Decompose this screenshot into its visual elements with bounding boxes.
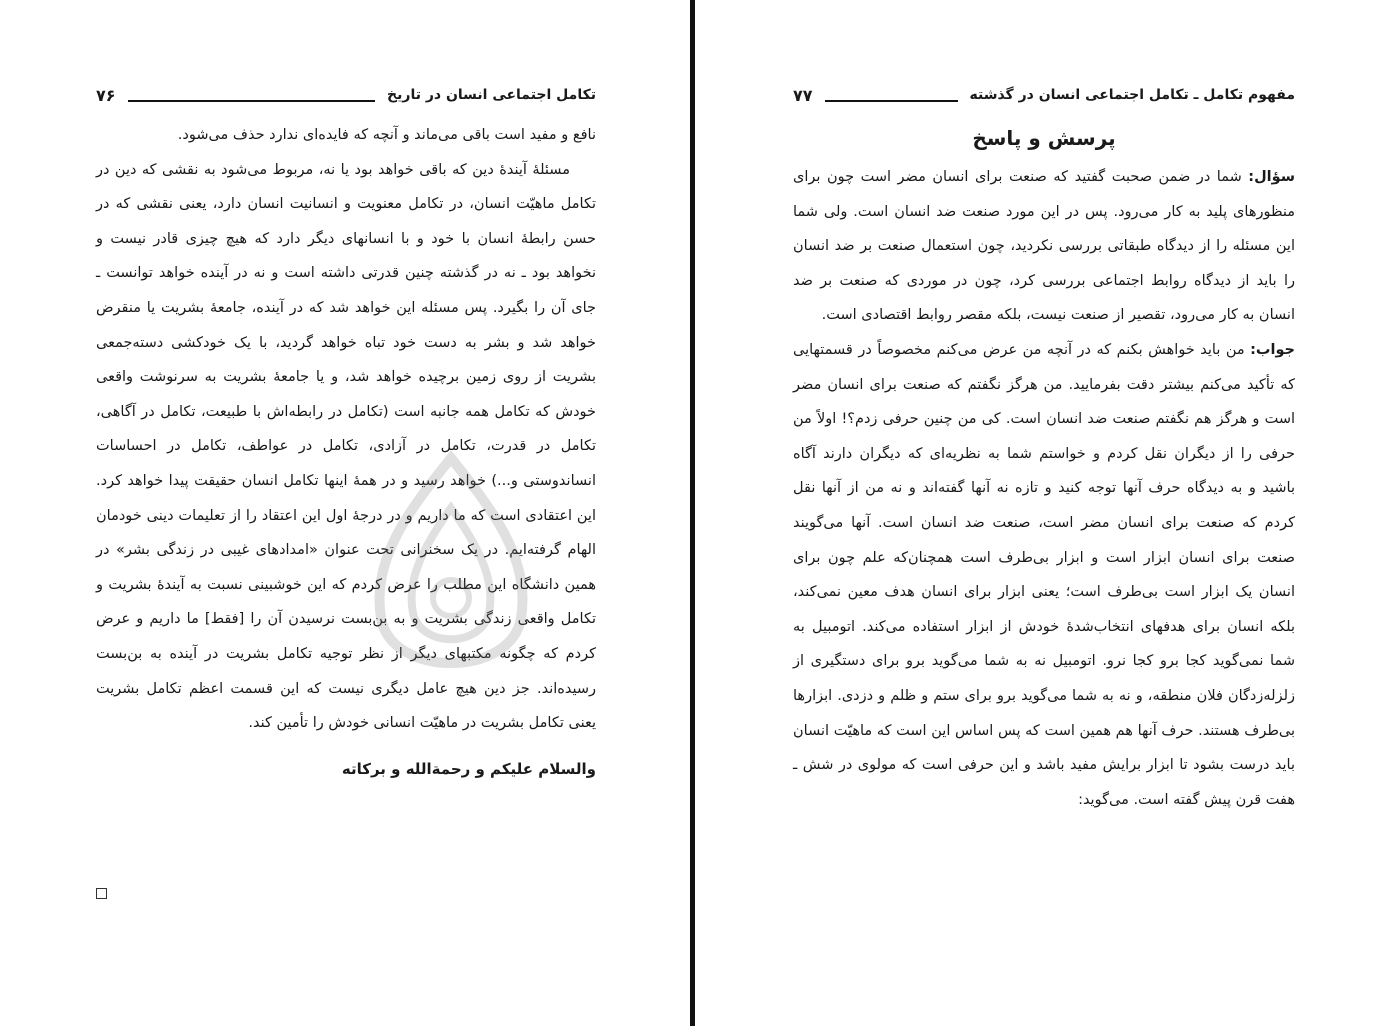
question-label: سؤال: bbox=[1248, 169, 1295, 185]
right-page bbox=[793, 78, 1295, 817]
end-mark-icon bbox=[96, 888, 107, 899]
header-rule bbox=[128, 100, 376, 102]
paragraph: مسئلهٔ آیندهٔ دین که باقی خواهد بود یا نه، مربوط می‌شود به نقشی که دین در تکامل ماهیّت انسان، در تکامل معنویت و انسانیت انسان دارد، یعنی نقشی که در حسن رابطهٔ انسان با خود و با انسانهای دیگر دارد که هیچ چیزی قادر نیست و نخواهد بود ـ نه در گذشته چنین قدرتی داشته است و نه در آینده خواهد توانست ـ جای آن را بگیرد. پس مسئله این خواهد شد که در آینده، جامعهٔ بشریت یا منقرض خواهد شد و بشر به دست خود تباه خواهد گردید، با یک خودکشی دسته‌جمعی بشریت از روی زمین برچیده خواهد شد، و یا جامعهٔ بشریت به سرنوشت واقعی خودش که تکامل همه جانبه است (تکامل در رابطه‌اش با طبیعت، تکامل در آگاهی، تکامل در قدرت، تکامل در آزادی، تکامل در عواطف، تکامل در احساسات انساندوستی و...) خواهد رسید و در همهٔ اینها تکامل انسان حقیقت پیدا خواهد کرد. این اعتقادی است که ما داریم و در درجهٔ اول این اعتقاد را از تعلیمات دینی خودمان الهام گرفته‌ایم. در یک سخنرانی تحت عنوان «امدادهای غیبی در زندگی بشر» در همین دانشگاه این مطلب را عرض کردم که این خوشبینی نسبت به آیندهٔ بشریت و تکامل واقعی زندگی بشریت و به بن‌بست نرسیدن آن را [فقط] ما داریم و عرض کردم که چگونه مکتبهای دیگر از نظر توجیه تکامل بشریت در آینده به بن‌بست رسیده‌اند. جز دین هیچ عامل دیگری نیست که این قسمت اعظم تکامل بشریت یعنی تکامل بشریت در ماهیّت انسانی خودش را تأمین کند. bbox=[96, 161, 596, 732]
section-title: پرسش و پاسخ bbox=[972, 126, 1116, 150]
right-page-body bbox=[793, 160, 1295, 817]
left-page-body bbox=[96, 118, 596, 741]
page-number: ۷۷ bbox=[793, 85, 813, 105]
page-gutter bbox=[690, 0, 695, 1026]
paragraph: نافع و مفید است باقی می‌ماند و آنچه که فایده‌ای ندارد حذف می‌شود. bbox=[177, 127, 596, 143]
right-page-header bbox=[793, 78, 1295, 112]
answer-paragraph bbox=[793, 333, 1295, 817]
answer-text: من باید خواهش بکنم که در آنچه من عرض می‌کنم مخصوصاً در قسمتهایی که تأکید می‌کنم بیشتر دقت بفرمایید. من هرگز نگفتم که صنعت برای انسان مضر است و هرگز هم نگفتم صنعت ضد انسان است. کی من چنین حرفی زدم؟! اولاً من حرفی را از دیگران نقل کردم و خواستم شما به نظریه‌ای که دیگران دارند آگاه باشید و به دیدگاه حرف آنها توجه کنید و تازه نه آنها گفته‌اند و نه من از آنها نقل کردم که صنعت برای انسان مضر است، صنعت ضد انسان است. آنها می‌گویند صنعت برای انسان ابزار است و ابزار بی‌طرف است همچنان‌که علم چون برای انسان یک ابزار است بی‌طرف است؛ یعنی ابزار برای انسان هدف معین نمی‌کند، بلکه انسان برای هدفهای انتخاب‌شدهٔ خودش از ابزار استفاده می‌کند. اتومبیل به شما نمی‌گوید کجا برو کجا نرو. اتومبیل نه به شما می‌گوید برو برای دستگیری از زلزله‌زدگان فلان منطقه، و نه به شما می‌گوید برو برای ستم و ظلم و دزدی. ابزارها بی‌طرف هستند. حرف آنها هم همین است که پس اساس این است که ماهیّت انسان باید درست بشود تا ابزار برایش مفید باشد و این حرفی است که مولوی در شش ـ هفت قرن پیش گفته است. می‌گوید: bbox=[793, 341, 1295, 808]
running-header-title: مفهوم تکامل ـ تکامل اجتماعی انسان در گذشته bbox=[969, 87, 1295, 103]
running-header-title: تکامل اجتماعی انسان در تاریخ bbox=[387, 87, 596, 103]
question-text: شما در ضمن صحبت گفتید که صنعت برای انسان مضر است چون برای منظورهای پلید به کار می‌رود. پس در این مورد صنعت ضد انسان است. ولی شما این مسئله را از دیدگاه طبقاتی بررسی نکردید، چون استعمال صنعت بر ضد انسان را باید از دیدگاه روابط اجتماعی بررسی کرد، چون در موردی که صنعت بر ضد انسان به کار می‌رود، تقصیر از صنعت نیست، بلکه مقصر روابط اقتصادی است. bbox=[793, 169, 1295, 324]
answer-label: جواب: bbox=[1250, 341, 1295, 358]
header-rule bbox=[825, 100, 958, 102]
page-number: ۷۶ bbox=[96, 85, 116, 105]
question-paragraph bbox=[793, 160, 1295, 333]
closing-salutation: والسلام علیکم و رحمة‌الله و برکاته bbox=[341, 759, 596, 778]
left-page bbox=[96, 78, 596, 787]
left-page-header bbox=[96, 78, 596, 112]
